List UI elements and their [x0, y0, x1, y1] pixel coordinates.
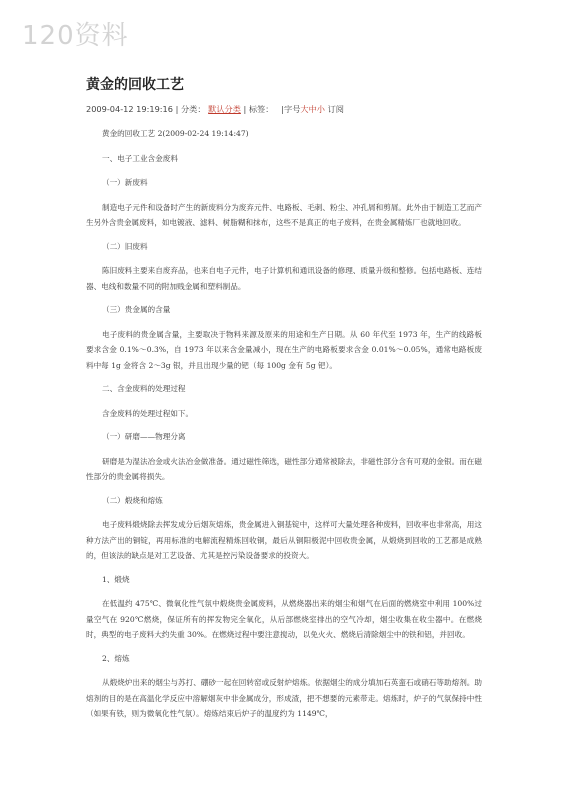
- watermark-logo: 120资料: [22, 21, 129, 51]
- paragraph: 电子废料的贵金属含量，主要取决于物料来源及原来的用途和生产日期。从 60 年代至 1973 年，生产的线路板要求含金 0.1%～0.3%，自 1973 年以来含金量减小，现在生产的电路板要求含金 0.01%～0.05%，通常电路板废料中每 1g 金将含 2～3g 银，并且出现少量的钯（每 100g 金有 5g 钯）。: [86, 329, 482, 370]
- paragraph: 研磨是为湿法冶金或火法冶金做准备。通过磁性筛选，磁性部分通常被除去，非磁性部分含有可观的金银。而在磁性部分的贵金属将损失。: [86, 456, 482, 481]
- paragraph: 陈旧废料主要来自废弃品，也来自电子元件，电子计算机和通讯设备的修理、质量升级和整修。包括电路板、连结器、电线和数量不同的附加贱金属和塑料制品。: [86, 266, 482, 291]
- subsection-heading: 1、煅烧: [102, 574, 130, 584]
- subsection-heading: （二）煅烧和熔炼: [102, 495, 163, 505]
- subsection-heading: （一）新废料: [102, 178, 148, 187]
- paragraph: 在低温约 475℃、微氧化性气氛中煅烧贵金属废料，从燃烧器出来的烟尘和烟气在后面的燃烧室中利用 100%过量空气在 920℃燃烧，保证所有的挥发物完全氧化，从后部燃烧室排出的空气冷却，烟尘收集在收尘器中。在燃烧时，典型的电子废料大约失重 30%。在燃烧过程中要注意搅动，以免火火、燃烧后清除烟尘中的铁和铝，并回收。: [86, 599, 482, 639]
- paragraph: 电子废料煅烧除去挥发成分后烟灰熔炼，贵金属进入铜基锭中，这样可大量处理各种废料，回收率也非常高，用这种方法产出的铜锭，再用标准的电解流程精炼回收铜，最后从铜阳极泥中回收贵金属，从煅烧到回收的工艺都是成熟的，但该法的缺点是对工艺设备、尤其是控污染设备要求的投资大。: [86, 520, 482, 560]
- subsection-heading: （二）旧废料: [102, 241, 148, 251]
- tags-label: | 标签：: [243, 104, 274, 114]
- section-heading: 一、电子工业含金废料: [102, 153, 178, 163]
- section-heading: 二、含金废料的处理过程: [102, 384, 186, 393]
- font-size-label: |字号: [281, 104, 301, 114]
- article-body: [86, 126, 482, 730]
- category-link[interactable]: 默认分类: [208, 104, 241, 114]
- font-size-options[interactable]: 大中小: [300, 104, 325, 114]
- subsection-heading: （三）贵金属的含量: [102, 305, 171, 314]
- subsection-heading: 2、熔炼: [102, 653, 130, 663]
- article-reference: 黄金的回收工艺 2(2009-02-24 19:14:47): [102, 129, 249, 138]
- paragraph: 制造电子元件和设备时产生的新废料分为废弃元件、电路板、毛刺、粉尘、冲孔屑和剪屑。此外由于制造工艺而产生另外含贵金属废料，如电镀液、滤料、树脂糊和抹布，这些不是真正的电子废料，在贵金属精炼厂也就地回收。: [86, 202, 482, 227]
- paragraph: 从煅烧炉出来的烟尘与苏打、硼砂一起在回转窑或反射炉熔炼。依据烟尘的成分填加石英蛮石或硝石等助熔剂。助熔剂的目的是在高温化学反应中溶解烟灰中非金属成分，形成渣，把不想要的元素带走。熔炼时，炉子的气氛保持中性（如果有铁，则为微氧化性气氛）。熔炼结束后炉子的温度约为 1149℃，: [86, 678, 482, 718]
- page-title: 黄金的回收工艺: [86, 77, 184, 93]
- post-date: 2009-04-12 19:19:16: [86, 104, 173, 114]
- category-label: | 分类：: [175, 104, 206, 114]
- subscribe-link[interactable]: 订阅: [327, 104, 344, 114]
- post-meta: [86, 104, 344, 115]
- paragraph: 含金废料的处理过程如下。: [102, 408, 194, 418]
- subsection-heading: （一）研磨——物理分离: [102, 432, 186, 441]
